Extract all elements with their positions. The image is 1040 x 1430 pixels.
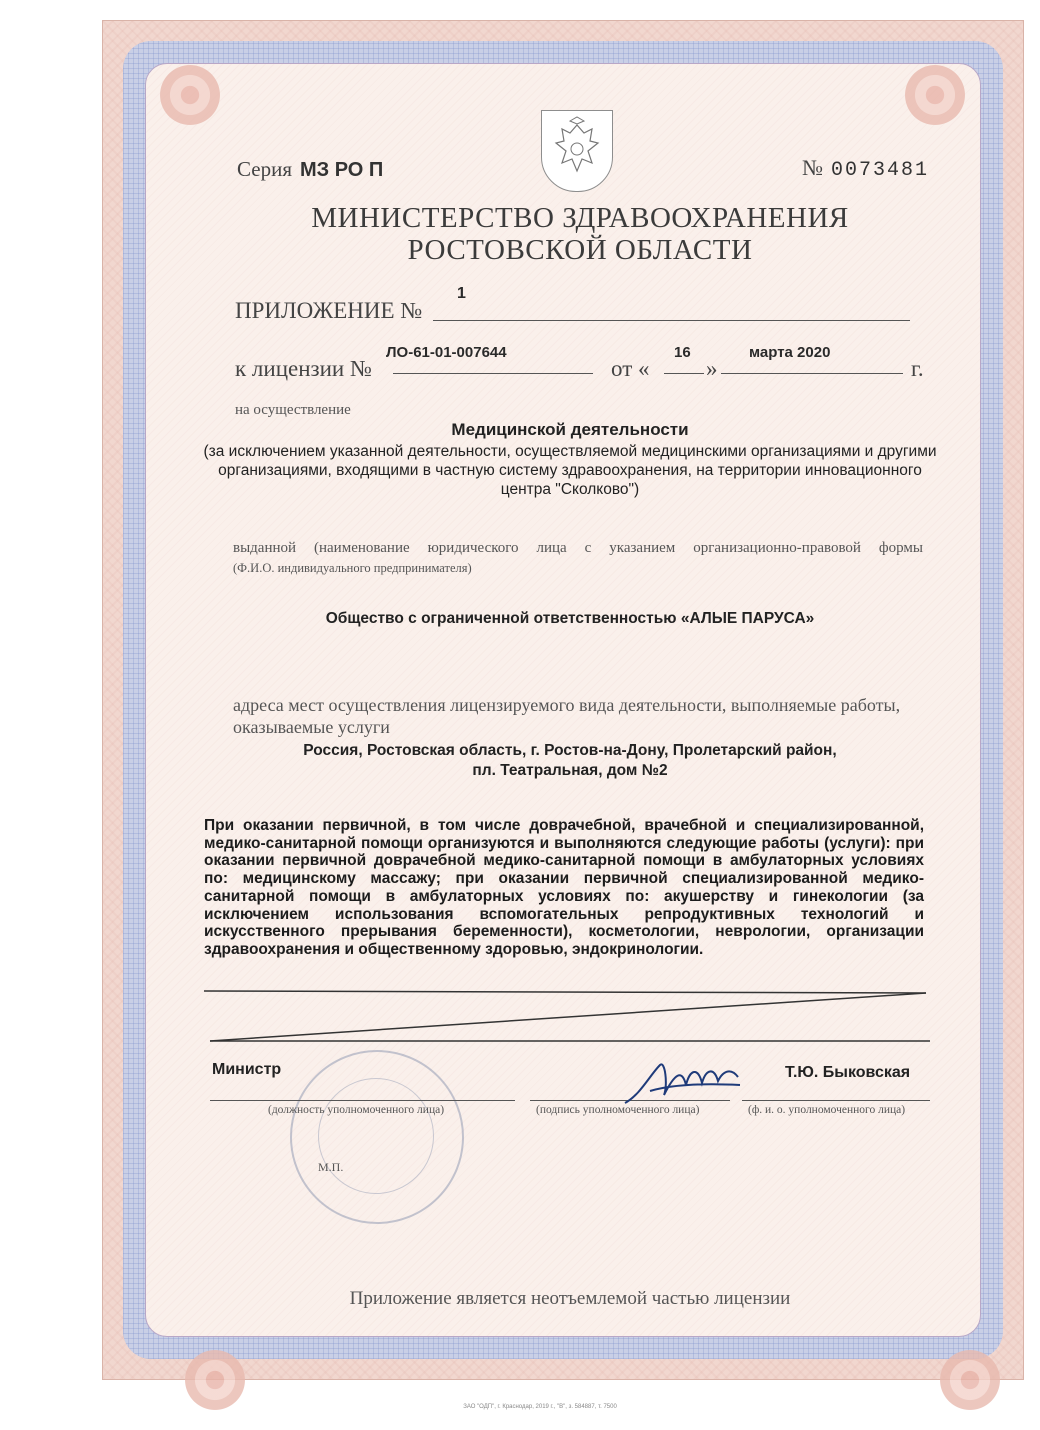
address-line-1: Россия, Ростовская область, г. Ростов-на-Дону, Пролетарский район, <box>303 742 837 759</box>
license-month-year: марта 2020 <box>749 344 831 361</box>
license-quote-close: » <box>706 356 718 381</box>
address-line-2: пл. Театральная, дом №2 <box>472 762 668 779</box>
works-services-text: При оказании первичной, в том числе доврачебной, врачебной и специализированной, медико-санитарной помощи организуются и выполняются следующие работы (услуги): при оказании первичной доврачебной медико-санитарной помощи в амбулаторных условиях по: медицинскому массажу; при оказании первичной специализированной медико-санитарной помощи в амбулаторных условиях по: акушерству и гинекологии (за исключением использования вспомогательных репродуктивных технологий и искусственного прерывания беременности), косметологии, неврологии, организации здравоохранения и общественному здоровью, эндокринологии. <box>204 817 924 958</box>
issued-note: (Ф.И.О. индивидуального предпринимателя) <box>233 561 472 575</box>
blank-number-field <box>802 155 929 182</box>
signature-caption: (подпись уполномоченного лица) <box>536 1104 700 1116</box>
license-label: к лицензии № <box>235 356 372 381</box>
title-line-1: МИНИСТЕРСТВО ЗДРАВООХРАНЕНИЯ <box>311 202 849 234</box>
printer-imprint: ЗАО "ОДП", г. Краснодар, 2019 г., "В", з. 584887, т. 7500 <box>463 1404 617 1410</box>
name-caption: (ф. и. о. уполномоченного лица) <box>748 1104 906 1116</box>
strikeout-z-lines <box>200 985 940 1045</box>
page-title <box>240 202 920 266</box>
series-value: МЗ РО П <box>299 159 384 181</box>
number-label: № <box>802 155 823 180</box>
activity-detail: (за исключением указанной деятельности, осуществляемой медицинскими организациями и другими организациями, входящими в частную систему здравоохранения, на территории инновационного центра "Сколково") <box>203 443 937 498</box>
license-month-underline <box>721 373 903 374</box>
position-underline <box>210 1100 515 1101</box>
position-caption: (должность уполномоченного лица) <box>268 1104 445 1116</box>
activity-label: на осуществление <box>235 402 351 418</box>
signatory-position: Министр <box>212 1061 282 1078</box>
footer-note: Приложение является неотъемлемой частью лицензии <box>349 1288 791 1309</box>
license-day: 16 <box>674 344 691 361</box>
rosette-ornament-icon <box>935 1345 1005 1415</box>
appendix-label: ПРИЛОЖЕНИЕ № <box>235 298 423 323</box>
title-line-2: РОСТОВСКОЙ ОБЛАСТИ <box>407 234 753 266</box>
activity-block <box>200 420 940 499</box>
address-label: адреса мест осуществления лицензируемого вида деятельности, выполняемые работы, оказываемые услуги <box>233 695 901 737</box>
license-year-suffix: г. <box>911 356 924 381</box>
coat-of-arms-icon <box>541 110 613 192</box>
address-block <box>200 741 940 781</box>
rosette-ornament-icon <box>155 60 225 130</box>
blank-number-value: 0073481 <box>831 159 930 182</box>
series-label: Серия <box>237 157 292 181</box>
stamp-place-label: М.П. <box>318 1160 344 1174</box>
name-underline <box>742 1100 930 1101</box>
issued-label: выданной (наименование юридического лица с указанием организационно-правовой формы <box>233 540 923 556</box>
signatory-name: Т.Ю. Быковская <box>785 1064 911 1081</box>
activity-main: Медицинской деятельности <box>451 420 689 439</box>
stamp-inner-ring <box>318 1078 434 1194</box>
organization-name: Общество с ограниченной ответственностью «АЛЫЕ ПАРУСА» <box>325 610 815 627</box>
license-number-underline <box>393 373 593 374</box>
license-day-underline <box>664 373 704 374</box>
appendix-underline <box>433 320 910 321</box>
license-from-label: от « <box>611 356 650 381</box>
rosette-ornament-icon <box>180 1345 250 1415</box>
rosette-ornament-icon <box>900 60 970 130</box>
series-field <box>237 157 383 182</box>
appendix-number: 1 <box>457 285 466 302</box>
license-number: ЛО-61-01-007644 <box>386 344 507 361</box>
